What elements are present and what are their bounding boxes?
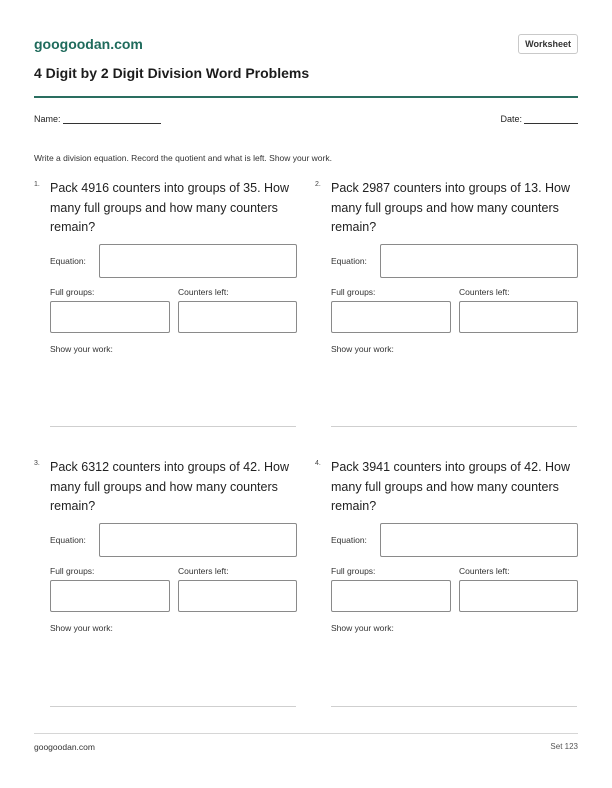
counters-left-input[interactable] (459, 301, 578, 333)
full-groups-label: Full groups: (331, 287, 376, 297)
header-divider (34, 96, 578, 98)
equation-label: Equation: (331, 535, 367, 545)
full-groups-input[interactable] (50, 580, 170, 612)
date-blank[interactable] (524, 114, 578, 124)
counters-left-label: Counters left: (178, 566, 229, 576)
work-line (50, 426, 296, 427)
counters-left-label: Counters left: (178, 287, 229, 297)
counters-left-label: Counters left: (459, 566, 510, 576)
problem-number: 3. (34, 460, 40, 467)
page-title: 4 Digit by 2 Digit Division Word Problems (34, 65, 310, 81)
full-groups-input[interactable] (50, 301, 170, 333)
full-groups-label: Full groups: (50, 566, 95, 576)
equation-label: Equation: (331, 256, 367, 266)
show-work-label: Show your work: (331, 623, 394, 633)
work-line (50, 706, 296, 707)
footer-set: Set 123 (550, 742, 578, 751)
equation-input[interactable] (380, 244, 578, 278)
show-work-label: Show your work: (50, 623, 113, 633)
brand-logo: googoodan.com (34, 36, 143, 52)
counters-left-input[interactable] (178, 301, 297, 333)
equation-label: Equation: (50, 535, 86, 545)
footer-site: googoodan.com (34, 742, 95, 752)
problem-text: Pack 3941 counters into groups of 42. How many full groups and how many counters remain? (331, 460, 571, 513)
worksheet-badge: Worksheet (518, 34, 578, 54)
full-groups-input[interactable] (331, 301, 451, 333)
work-line (331, 426, 577, 427)
footer-divider (34, 733, 578, 734)
problem-number: 1. (34, 181, 40, 188)
equation-input[interactable] (99, 244, 297, 278)
counters-left-input[interactable] (178, 580, 297, 612)
show-work-label: Show your work: (50, 344, 113, 354)
name-field[interactable] (34, 114, 161, 124)
equation-input[interactable] (380, 523, 578, 557)
instructions: Write a division equation. Record the quotient and what is left. Show your work. (34, 153, 332, 163)
full-groups-label: Full groups: (331, 566, 376, 576)
date-label: Date: (500, 114, 522, 124)
date-field[interactable] (500, 114, 578, 124)
problem-text: Pack 6312 counters into groups of 42. How many full groups and how many counters remain? (50, 460, 290, 513)
problem-text: Pack 2987 counters into groups of 13. How many full groups and how many counters remain? (331, 181, 571, 234)
full-groups-input[interactable] (331, 580, 451, 612)
name-label: Name: (34, 114, 61, 124)
show-work-label: Show your work: (331, 344, 394, 354)
full-groups-label: Full groups: (50, 287, 95, 297)
name-blank[interactable] (63, 114, 161, 124)
equation-input[interactable] (99, 523, 297, 557)
problem-text: Pack 4916 counters into groups of 35. How many full groups and how many counters remain? (50, 181, 290, 234)
problem-number: 4. (315, 460, 321, 467)
equation-label: Equation: (50, 256, 86, 266)
problem-number: 2. (315, 181, 321, 188)
work-line (331, 706, 577, 707)
counters-left-label: Counters left: (459, 287, 510, 297)
counters-left-input[interactable] (459, 580, 578, 612)
